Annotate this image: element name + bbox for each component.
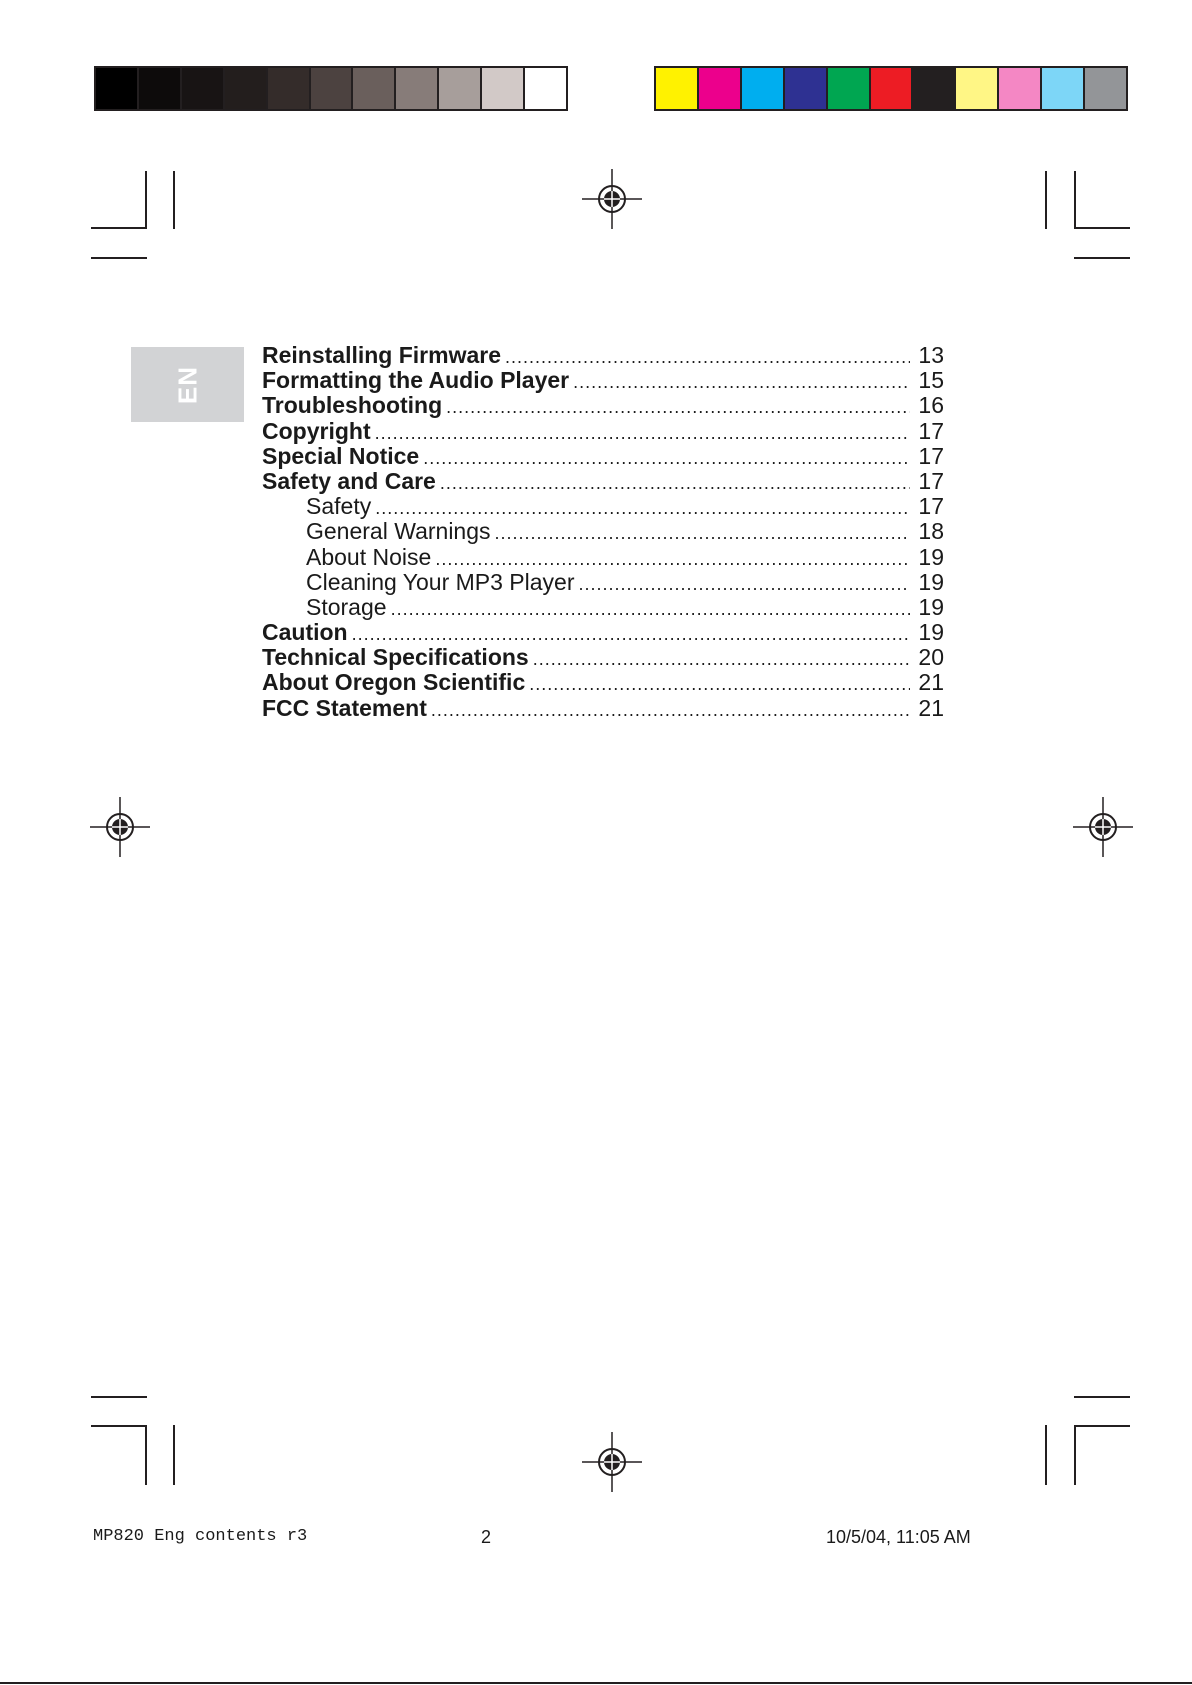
toc-leader-dots [529, 672, 910, 697]
toc-leader-dots [533, 647, 910, 672]
grayscale-swatch [96, 68, 139, 109]
process-swatch [828, 68, 871, 109]
process-swatch [956, 68, 999, 109]
process-swatch [785, 68, 828, 109]
toc-entry [262, 444, 944, 469]
registration-mark-icon [582, 169, 642, 229]
toc-entry-label: Safety and Care [262, 467, 436, 494]
grayscale-swatch [353, 68, 396, 109]
crop-mark [1045, 171, 1047, 229]
page-bottom-rule [0, 1682, 1192, 1684]
toc-entry-page: 19 [918, 593, 944, 620]
toc-entry [262, 570, 944, 595]
crop-mark [1074, 1396, 1130, 1398]
crop-mark [1074, 171, 1076, 229]
toc-entry-label: Storage [306, 593, 387, 620]
toc-entry-page: 18 [918, 518, 944, 545]
grayscale-swatch [268, 68, 311, 109]
toc-entry-page: 15 [918, 367, 944, 394]
toc-entry [262, 469, 944, 494]
toc-entry-label: Cleaning Your MP3 Player [306, 568, 575, 595]
toc-entry [262, 368, 944, 393]
crop-mark [145, 171, 147, 229]
grayscale-swatch [225, 68, 268, 109]
toc-entry [262, 670, 944, 695]
footer-timestamp: 10/5/04, 11:05 AM [826, 1527, 971, 1547]
crop-mark [1074, 257, 1130, 259]
toc-leader-dots [573, 370, 910, 395]
grayscale-swatch [311, 68, 354, 109]
crop-mark [1045, 1425, 1047, 1485]
toc-entry-page: 17 [918, 442, 944, 469]
toc-entry-page: 19 [918, 543, 944, 570]
grayscale-swatch [525, 68, 566, 109]
registration-mark-icon [90, 797, 150, 857]
process-swatch [871, 68, 914, 109]
toc-leader-dots [440, 471, 910, 496]
footer-page-number: 2 [481, 1527, 492, 1547]
toc-entry [262, 645, 944, 670]
toc-entry [262, 494, 944, 519]
toc-entry [262, 519, 944, 544]
toc-entry [262, 343, 944, 368]
crop-mark [1074, 1425, 1130, 1427]
toc-entry-label: Copyright [262, 417, 371, 444]
toc-leader-dots [375, 421, 910, 446]
process-swatch [1042, 68, 1085, 109]
crop-mark [91, 227, 147, 229]
grayscale-swatch [482, 68, 525, 109]
grayscale-color-bar [94, 66, 568, 111]
toc-entry-label: Troubleshooting [262, 392, 443, 419]
toc-entry-page: 19 [918, 568, 944, 595]
crop-mark [173, 1425, 175, 1485]
toc-entry-page: 21 [918, 669, 944, 696]
toc-entry-label: General Warnings [306, 518, 491, 545]
toc-entry-label: About Noise [306, 543, 432, 570]
toc-entry [262, 595, 944, 620]
toc-entry-label: Caution [262, 619, 348, 646]
grayscale-swatch [439, 68, 482, 109]
toc-entry-page: 16 [918, 392, 944, 419]
process-swatch [913, 68, 956, 109]
registration-mark-icon [1073, 797, 1133, 857]
toc-entry [262, 393, 944, 418]
toc-leader-dots [423, 446, 910, 471]
toc-entry [262, 620, 944, 645]
toc-leader-dots [495, 521, 910, 546]
toc-leader-dots [431, 698, 910, 723]
toc-entry-page: 19 [918, 619, 944, 646]
toc-entry-page: 17 [918, 467, 944, 494]
crop-mark [1074, 1425, 1076, 1485]
process-swatch [999, 68, 1042, 109]
language-tab-label: EN [172, 365, 202, 404]
toc-entry [262, 419, 944, 444]
process-swatch [699, 68, 742, 109]
crop-mark [173, 171, 175, 229]
grayscale-swatch [396, 68, 439, 109]
toc-entry-label: Reinstalling Firmware [262, 342, 502, 368]
registration-mark-icon [582, 1432, 642, 1492]
toc-entry-label: About Oregon Scientific [262, 669, 526, 696]
crop-mark [1074, 227, 1130, 229]
toc-leader-dots [579, 572, 911, 597]
toc-entry-page: 20 [918, 644, 944, 671]
toc-entry-label: Special Notice [262, 442, 420, 469]
toc-entry-page: 17 [918, 417, 944, 444]
crop-mark [91, 1425, 147, 1427]
table-of-contents [262, 343, 944, 721]
grayscale-swatch [139, 68, 182, 109]
toc-leader-dots [391, 597, 910, 622]
toc-entry-page: 21 [918, 694, 944, 721]
toc-entry-label: Safety [306, 493, 372, 520]
toc-entry-page: 13 [918, 342, 944, 368]
toc-entry-page: 17 [918, 493, 944, 520]
toc-leader-dots [446, 395, 910, 420]
footer-file-name: MP820 Eng contents r3 [93, 1527, 308, 1546]
toc-entry-label: Formatting the Audio Player [262, 367, 570, 394]
toc-entry-label: FCC Statement [262, 694, 427, 721]
toc-entry-label: Technical Specifications [262, 644, 529, 671]
process-swatch [1085, 68, 1126, 109]
crop-mark [91, 257, 147, 259]
grayscale-swatch [182, 68, 225, 109]
toc-entry [262, 696, 944, 721]
process-swatch [742, 68, 785, 109]
toc-leader-dots [435, 547, 910, 572]
process-color-bar [654, 66, 1128, 111]
crop-mark [91, 1396, 147, 1398]
process-swatch [656, 68, 699, 109]
crop-mark [145, 1425, 147, 1485]
toc-entry [262, 545, 944, 570]
language-tab [131, 347, 244, 422]
